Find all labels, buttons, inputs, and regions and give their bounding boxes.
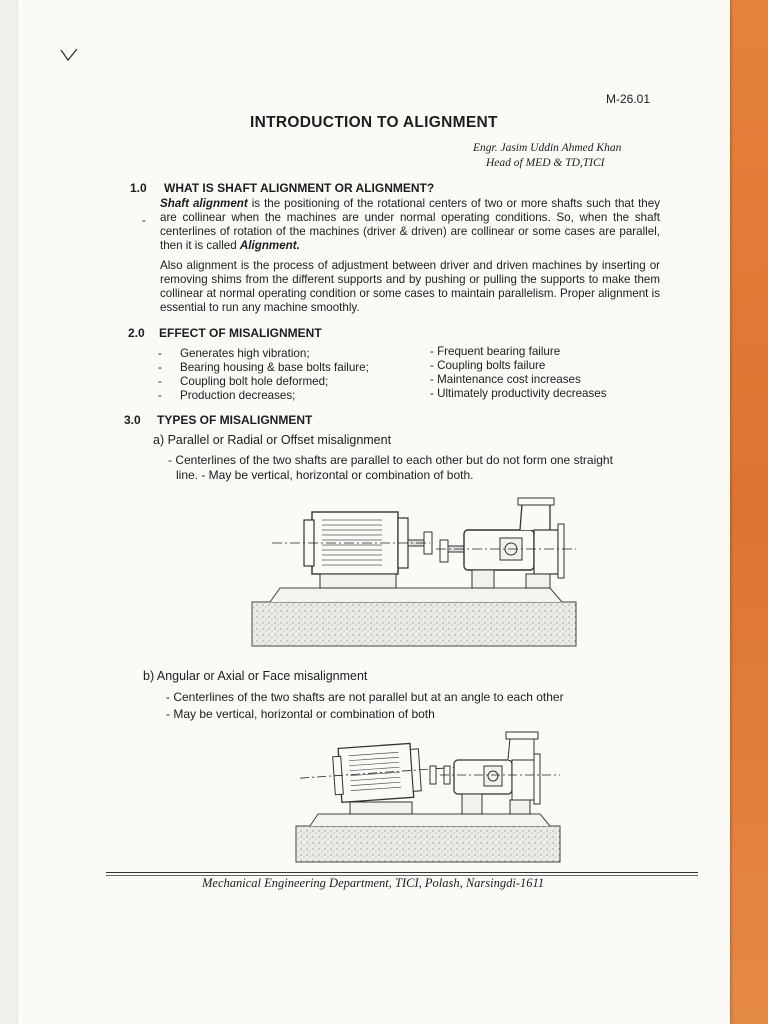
subsection-a-line-2: line. - May be vertical, horizontal or combination of both. (176, 468, 474, 482)
effect-item: - Maintenance cost increases (430, 373, 581, 386)
stray-mark: - (142, 214, 146, 227)
footer-divider (106, 872, 698, 873)
section-3-number: 3.0 (124, 413, 141, 427)
effect-dash: - (158, 389, 162, 402)
page-title: INTRODUCTION TO ALIGNMENT (250, 114, 498, 131)
subsection-a-line-1: - Centerlines of the two shafts are parallel to each other but do not form one straight (168, 453, 613, 467)
check-mark-icon (60, 48, 78, 62)
author-name: Engr. Jasim Uddin Ahmed Khan (473, 142, 622, 154)
author-position: Head of MED & TD,TICI (486, 157, 605, 169)
section-1-number: 1.0 (130, 181, 147, 195)
angular-misalignment-figure (294, 728, 564, 864)
term-alignment: Alignment. (239, 239, 300, 252)
effect-item: Generates high vibration; (180, 347, 310, 360)
effect-dash: - (158, 347, 162, 360)
section-1-paragraph-1 (160, 197, 660, 253)
subsection-b-line-2: - May be vertical, horizontal or combination of both (166, 707, 435, 721)
section-2-heading: EFFECT OF MISALIGNMENT (159, 326, 322, 340)
term-shaft-alignment: Shaft alignment (160, 197, 248, 210)
subsection-b-line-1: - Centerlines of the two shafts are not parallel but at an angle to each other (166, 690, 564, 704)
section-1-heading: WHAT IS SHAFT ALIGNMENT OR ALIGNMENT? (164, 181, 435, 195)
section-2-number: 2.0 (128, 326, 145, 340)
subsection-a-heading: a) Parallel or Radial or Offset misalignment (153, 433, 392, 447)
paragraph-1-text: is the positioning of the rotational centers of two or more shafts such that they are collinear when the machines are under normal operating conditions. So, when the shaft centerlines of rotation of the machines (driver & driven) are collinear or some cases are parallel, then it is called (160, 197, 660, 252)
section-3-heading: TYPES OF MISALIGNMENT (157, 413, 313, 427)
effect-dash: - (158, 375, 162, 388)
page-footer: Mechanical Engineering Department, TICI, Polash, Narsingdi-1611 (202, 876, 545, 890)
parallel-misalignment-figure (250, 490, 580, 650)
document-id: M-26.01 (606, 92, 651, 106)
effect-item: - Ultimately productivity decreases (430, 387, 607, 400)
document-page (18, 0, 730, 1024)
effect-dash: - (158, 361, 162, 374)
effect-item: Production decreases; (180, 389, 296, 402)
subsection-b-heading: b) Angular or Axial or Face misalignment (143, 669, 368, 683)
desk-background (726, 0, 768, 1024)
section-1-paragraph-2: Also alignment is the process of adjustment between driver and driven machines by inserting or removing shims from the different supports and by pushing or pulling the supports to make them collinear at normal operating condition or some cases to maintain parallelism. Proper alignment is essential to run any machine smoothly. (160, 259, 660, 314)
effect-item: Coupling bolt hole deformed; (180, 375, 329, 388)
effect-item: Bearing housing & base bolts failure; (180, 361, 369, 374)
effect-item: - Frequent bearing failure (430, 345, 561, 358)
effect-item: - Coupling bolts failure (430, 359, 546, 372)
